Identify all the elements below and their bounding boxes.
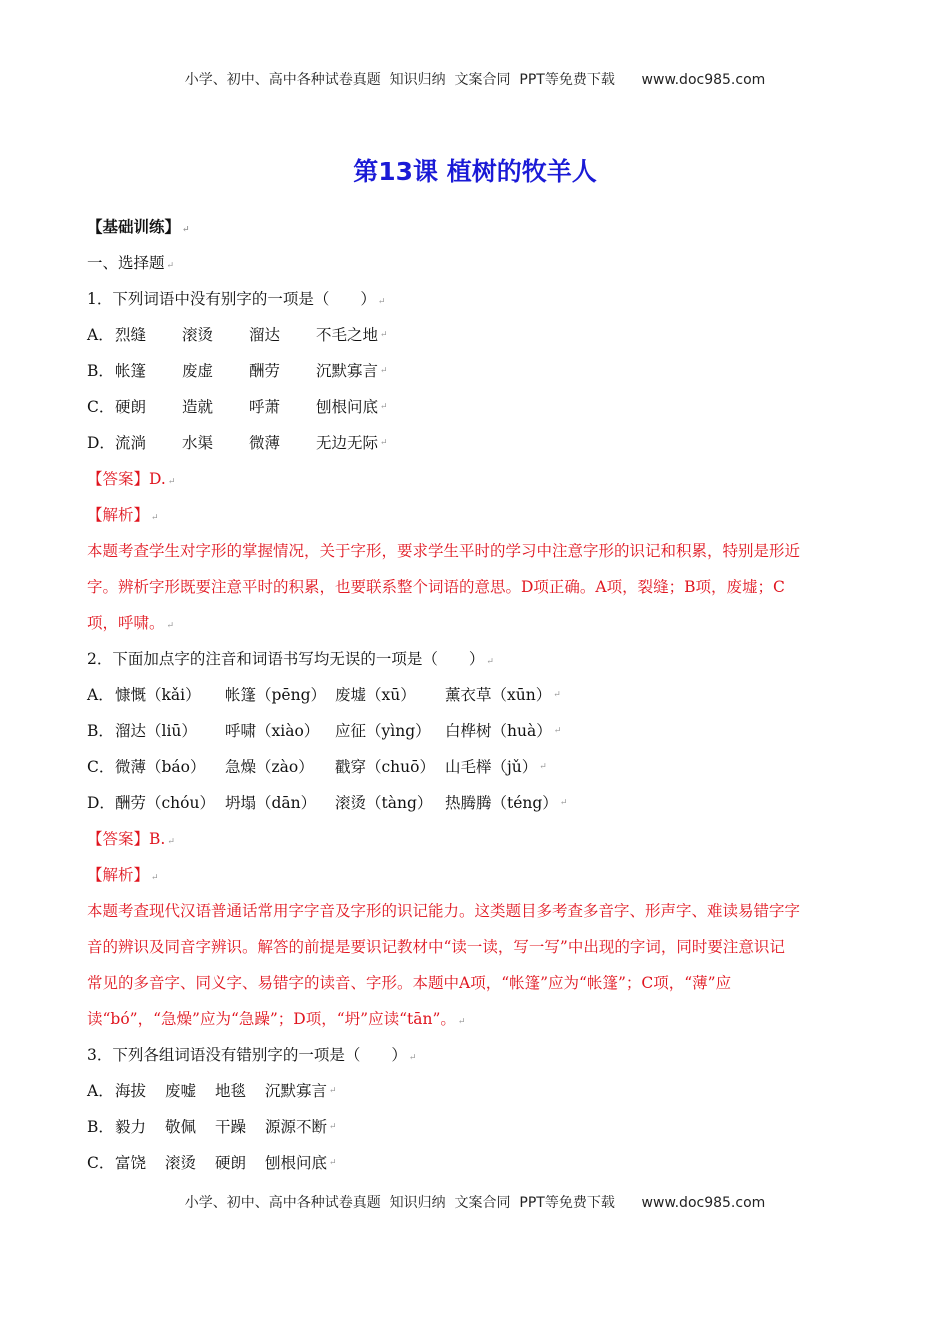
question-1-answer: 【答案】D. ↵ — [87, 470, 176, 488]
question-1-analysis-line-3: 项，呼啸。 ↵ — [87, 614, 175, 632]
option-label: D． — [87, 434, 115, 452]
option-item: 溜达（liū） — [115, 722, 197, 740]
option-word: 沉默寡言 — [316, 362, 379, 380]
option-word: 废虚 — [182, 362, 214, 380]
analysis-line-text: 读“bó”，“急燥”应为“急躁”；D项，“坍”应读“tān”。 — [87, 1010, 456, 1028]
option-word: 水渠 — [182, 434, 214, 452]
question-3-option-c: C． 富饶 滚烫 硬朗 刨根问底 ↵ — [87, 1145, 862, 1181]
section-heading-text: 【基础训练】 — [87, 217, 181, 236]
option-label: A． — [87, 326, 114, 344]
question-3-option-a: A． 海拔 废嘘 地毯 沉默寡言 ↵ — [87, 1073, 862, 1109]
option-word: 烈缝 — [115, 326, 147, 344]
option-label: B． — [87, 1118, 114, 1136]
document-body — [87, 209, 862, 1181]
option-label: C． — [87, 758, 115, 776]
analysis-label-text: 【解析】 — [87, 866, 150, 884]
option-word: 滚烫 — [165, 1154, 197, 1172]
question-1-analysis-label: 【解析】 ↵ — [87, 506, 159, 524]
option-item: 帐篷（pēng） — [225, 686, 327, 704]
page-footer: 小学、初中、高中各种试卷真题 知识归纳 文案合同 PPT等免费下载 www.doc985.com — [184, 1195, 766, 1211]
part-heading: 一、选择题 ↵ — [87, 254, 175, 272]
analysis-label-text: 【解析】 — [87, 506, 150, 524]
question-2-option-b: B． 溜达（liū） 呼啸（xiào） 应征（yìng） 白桦树（huà） ↵ — [87, 713, 862, 749]
question-2-answer: 【答案】B. ↵ — [87, 830, 175, 848]
question-2-analysis-label: 【解析】 ↵ — [87, 866, 159, 884]
option-label: A． — [87, 1082, 114, 1100]
option-label: C． — [87, 398, 115, 416]
option-word: 硬朗 — [115, 398, 147, 416]
option-word: 刨根问底 — [316, 398, 379, 416]
option-item: 酬劳（chóu） — [115, 794, 215, 812]
option-item: 山毛榉（jǔ） — [445, 758, 538, 776]
option-item: 白桦树（huà） — [445, 722, 552, 740]
option-word: 源源不断 — [265, 1118, 328, 1136]
option-word: 不毛之地 — [316, 326, 379, 344]
question-1-analysis-line-2: 字。辨析字形既要注意平时的积累，也要联系整个词语的意思。D项正确。A项，裂缝；B项，废墟；C — [87, 578, 785, 596]
option-label: A． — [87, 686, 114, 704]
option-word: 海拔 — [115, 1082, 147, 1100]
option-label: B． — [87, 722, 114, 740]
question-3-stem: 3．下列各组词语没有错别字的一项是（ ） ↵ — [87, 1046, 417, 1064]
lesson-title: 第13课 植树的牧羊人 — [353, 157, 597, 186]
option-label: D． — [87, 794, 115, 812]
question-1-stem-text: 1．下列词语中没有别字的一项是（ ） — [87, 290, 376, 308]
question-3-stem-text: 3．下列各组词语没有错别字的一项是（ ） — [87, 1046, 407, 1064]
question-1-analysis-line-1: 本题考查学生对字形的掌握情况，关于字形，要求学生平时的学习中注意字形的识记和积累，特别是形近 — [87, 542, 801, 560]
question-2-stem-text: 2．下面加点字的注音和词语书写均无误的一项是（ ） — [87, 650, 485, 668]
page-header: 小学、初中、高中各种试卷真题 知识归纳 文案合同 PPT等免费下载 www.doc985.com — [184, 72, 766, 88]
option-word: 地毯 — [215, 1082, 247, 1100]
question-1-option-c: C． 硬朗 造就 呼萧 刨根问底 ↵ — [87, 389, 862, 425]
option-label: B． — [87, 362, 114, 380]
option-item: 热腾腾（téng） — [445, 794, 558, 812]
option-word: 无边无际 — [316, 434, 379, 452]
answer-text: 【答案】D. — [87, 470, 166, 488]
option-word: 富饶 — [115, 1154, 147, 1172]
question-1-stem: 1．下列词语中没有别字的一项是（ ） ↵ — [87, 290, 386, 308]
option-word: 硬朗 — [215, 1154, 247, 1172]
section-heading: 【基础训练】 ↵ — [87, 217, 190, 236]
option-word: 毅力 — [115, 1118, 147, 1136]
option-word: 帐篷 — [115, 362, 147, 380]
option-word: 刨根问底 — [265, 1154, 328, 1172]
option-word: 敬佩 — [165, 1118, 197, 1136]
option-item: 应征（yìng） — [335, 722, 431, 740]
option-word: 沉默寡言 — [265, 1082, 328, 1100]
option-word: 造就 — [182, 398, 214, 416]
option-word: 呼萧 — [249, 398, 281, 416]
question-2-analysis-line-4: 读“bó”，“急燥”应为“急躁”；D项，“坍”应读“tān”。 ↵ — [87, 1010, 466, 1028]
part-heading-text: 一、选择题 — [87, 254, 165, 272]
option-item: 滚烫（tàng） — [335, 794, 433, 812]
question-1-option-d: D． 流淌 水渠 微薄 无边无际 ↵ — [87, 425, 862, 461]
question-1-option-a: A． 烈缝 滚烫 溜达 不毛之地 ↵ — [87, 317, 862, 353]
question-2-option-d: D． 酬劳（chóu） 坍塌（dān） 滚烫（tàng） 热腾腾（téng） ↵ — [87, 785, 862, 821]
question-2-stem: 2．下面加点字的注音和词语书写均无误的一项是（ ） ↵ — [87, 650, 494, 668]
option-item: 废墟（xū） — [335, 686, 416, 704]
answer-text: 【答案】B. — [87, 830, 166, 848]
question-3-option-b: B． 毅力 敬佩 干躁 源源不断 ↵ — [87, 1109, 862, 1145]
question-1-option-b: B． 帐篷 废虚 酬劳 沉默寡言 ↵ — [87, 353, 862, 389]
option-word: 溜达 — [249, 326, 281, 344]
option-word: 酬劳 — [249, 362, 281, 380]
question-2-option-c: C． 微薄（báo） 急燥（zào） 戳穿（chuō） 山毛榉（jǔ） ↵ — [87, 749, 862, 785]
option-item: 急燥（zào） — [225, 758, 314, 776]
option-word: 滚烫 — [182, 326, 214, 344]
option-word: 微薄 — [249, 434, 281, 452]
question-2-analysis-line-3: 常见的多音字、同义字、易错字的读音、字形。本题中A项，“帐篷”应为“帐篷”；C项，“薄”应 — [87, 974, 732, 992]
question-2-analysis-line-2: 音的辨识及同音字辨识。解答的前提是要识记教材中“读一读，写一写”中出现的字词，同时要注意识记 — [87, 938, 785, 956]
option-item: 戳穿（chuō） — [335, 758, 435, 776]
option-item: 呼啸（xiào） — [225, 722, 320, 740]
option-item: 微薄（báo） — [115, 758, 206, 776]
option-word: 废嘘 — [165, 1082, 197, 1100]
option-item: 坍塌（dān） — [225, 794, 317, 812]
option-item: 薰衣草（xūn） — [445, 686, 552, 704]
option-item: 慷慨（kǎi） — [115, 686, 201, 704]
question-2-analysis-line-1: 本题考查现代汉语普通话常用字字音及字形的识记能力。这类题目多考查多音字、形声字、难读易错字字 — [87, 902, 801, 920]
option-label: C． — [87, 1154, 115, 1172]
analysis-line-text: 项，呼啸。 — [87, 614, 165, 632]
option-word: 干躁 — [215, 1118, 247, 1136]
option-word: 流淌 — [115, 434, 147, 452]
question-2-option-a: A． 慷慨（kǎi） 帐篷（pēng） 废墟（xū） 薰衣草（xūn） ↵ — [87, 677, 862, 713]
